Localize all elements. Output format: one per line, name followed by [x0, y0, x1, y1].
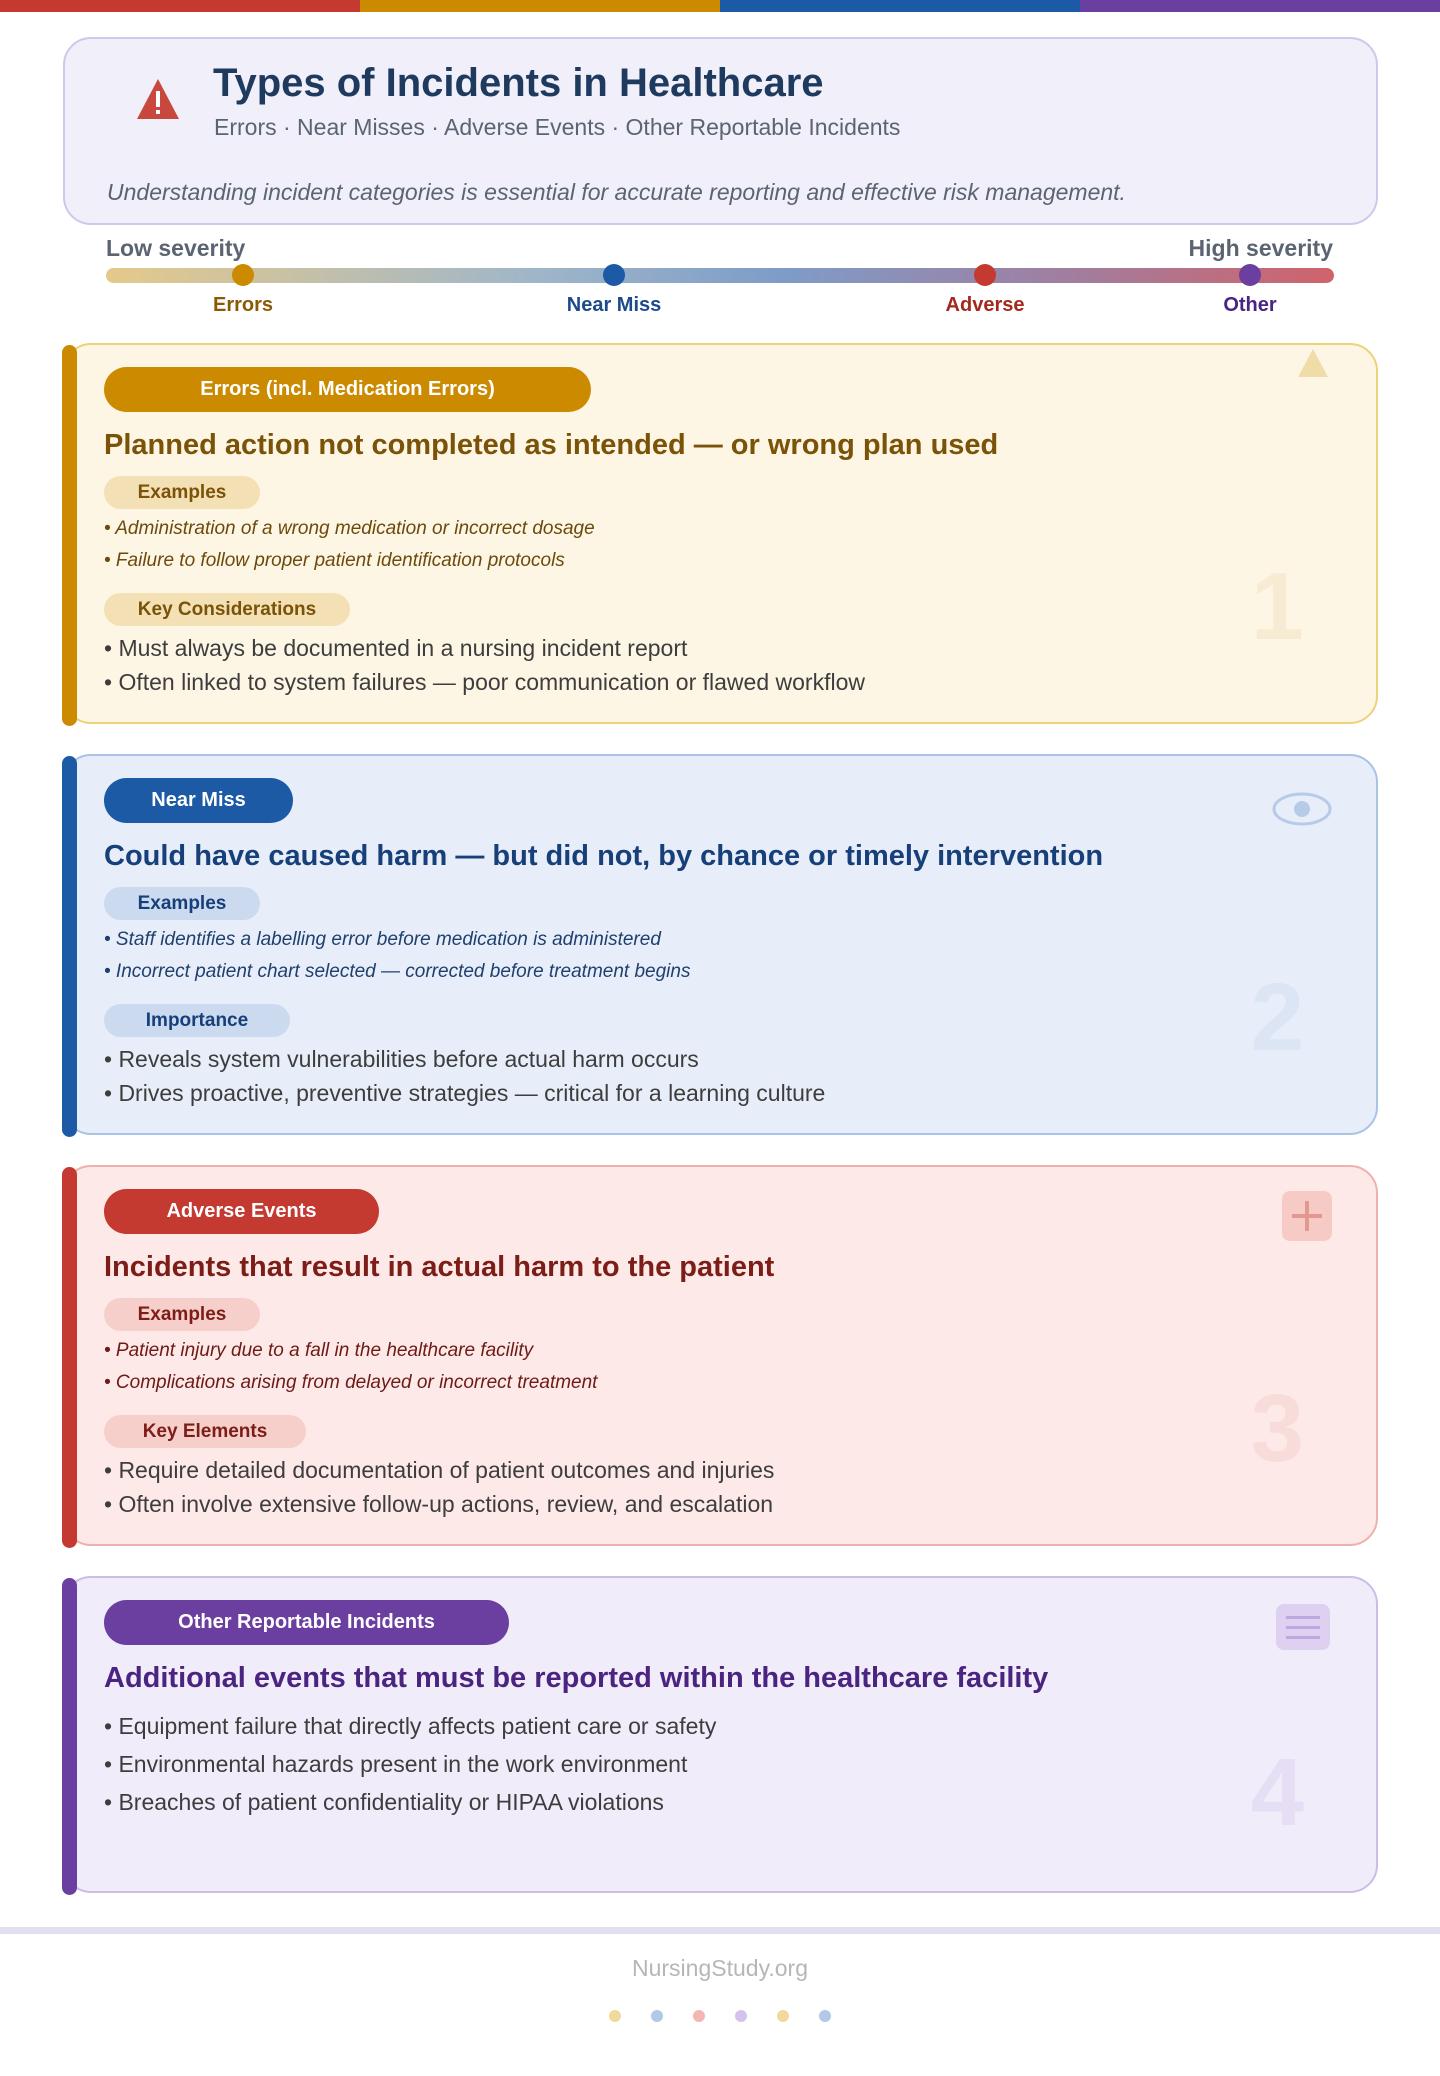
- strip-segment: [0, 0, 360, 12]
- page-subtitle: Errors · Near Misses · Adverse Events · Other Reportable Incidents: [214, 114, 901, 140]
- card-accent-bar: [62, 1578, 77, 1895]
- footer-dot: [651, 2010, 663, 2022]
- page-title: Types of Incidents in Healthcare: [213, 61, 824, 105]
- card-number: 3: [1250, 1375, 1304, 1482]
- point-item: • Must always be documented in a nursing incident report: [104, 635, 688, 661]
- page-description: Understanding incident categories is essential for accurate reporting and effective risk management.: [107, 179, 1126, 205]
- footer-dot: [819, 2010, 831, 2022]
- point-item: • Reveals system vulnerabilities before actual harm occurs: [104, 1046, 699, 1072]
- strip-segment: [720, 0, 1080, 12]
- section-label: Key Considerations: [104, 593, 350, 626]
- example-item: • Administration of a wrong medication or incorrect dosage: [104, 518, 595, 539]
- strip-segment: [1080, 0, 1440, 12]
- card-tag: Errors (incl. Medication Errors): [104, 367, 591, 412]
- card-tag: Other Reportable Incidents: [104, 1600, 509, 1645]
- severity-high-label: High severity: [1188, 235, 1333, 261]
- card-number: 4: [1250, 1739, 1304, 1846]
- footer-dot: [693, 2010, 705, 2022]
- point-item: • Environmental hazards present in the work environment: [104, 1751, 688, 1777]
- triangle-icon: [1296, 345, 1330, 379]
- severity-marker-label: Other: [1223, 294, 1277, 316]
- footer-site-name: NursingStudy.org: [632, 1955, 808, 1981]
- card-number: 1: [1250, 553, 1304, 660]
- examples-label: Examples: [104, 887, 260, 920]
- eye-icon: [1272, 792, 1332, 826]
- severity-low-label: Low severity: [106, 235, 246, 261]
- point-item: • Often linked to system failures — poor communication or flawed workflow: [104, 669, 865, 695]
- severity-gradient-bar: [106, 268, 1334, 283]
- card-title: Could have caused harm — but did not, by chance or timely intervention: [104, 840, 1104, 872]
- card-title: Additional events that must be reported within the healthcare facility: [104, 1662, 1049, 1694]
- example-item: • Incorrect patient chart selected — corrected before treatment begins: [104, 961, 691, 982]
- example-item: • Patient injury due to a fall in the healthcare facility: [104, 1340, 534, 1361]
- top-color-strip: [0, 0, 1440, 12]
- point-item: • Breaches of patient confidentiality or HIPAA violations: [104, 1789, 664, 1815]
- footer-divider: [0, 1927, 1440, 1934]
- severity-marker-dot: [603, 264, 625, 286]
- card-near-miss: [63, 754, 1378, 1135]
- section-label: Importance: [104, 1004, 290, 1037]
- card-accent-bar: [62, 756, 77, 1137]
- card-number: 2: [1250, 964, 1304, 1071]
- severity-marker-label: Errors: [212, 294, 274, 316]
- severity-marker-dot: [974, 264, 996, 286]
- point-item: • Often involve extensive follow-up actions, review, and escalation: [104, 1491, 774, 1517]
- footer-dots: [0, 2010, 1440, 2022]
- footer-dot: [609, 2010, 621, 2022]
- point-item: • Equipment failure that directly affects patient care or safety: [104, 1713, 717, 1739]
- header-panel: [63, 37, 1378, 225]
- severity-marker-dot: [232, 264, 254, 286]
- footer-dot: [777, 2010, 789, 2022]
- card-accent-bar: [62, 345, 77, 726]
- example-item: • Failure to follow proper patient identification protocols: [104, 550, 565, 571]
- card-tag: Adverse Events: [104, 1189, 379, 1234]
- document-icon: [1276, 1604, 1330, 1650]
- card-tag: Near Miss: [104, 778, 293, 823]
- severity-marker-label: Near Miss: [566, 294, 662, 316]
- card-title: Planned action not completed as intended — or wrong plan used: [104, 429, 999, 461]
- strip-segment: [360, 0, 720, 12]
- section-label: Key Elements: [104, 1415, 306, 1448]
- warning-icon: [135, 77, 181, 121]
- medical-cross-icon: [1282, 1191, 1332, 1241]
- example-item: • Staff identifies a labelling error before medication is administered: [104, 929, 661, 950]
- card-title: Incidents that result in actual harm to the patient: [104, 1251, 775, 1283]
- severity-marker-dot: [1239, 264, 1261, 286]
- card-accent-bar: [62, 1167, 77, 1548]
- example-item: • Complications arising from delayed or incorrect treatment: [104, 1372, 598, 1393]
- point-item: • Require detailed documentation of patient outcomes and injuries: [104, 1457, 775, 1483]
- card-errors: [63, 343, 1378, 724]
- point-item: • Drives proactive, preventive strategies — critical for a learning culture: [104, 1080, 826, 1106]
- severity-marker-label: Adverse: [945, 294, 1025, 316]
- footer-dot: [735, 2010, 747, 2022]
- card-adverse-events: [63, 1165, 1378, 1546]
- examples-label: Examples: [104, 1298, 260, 1331]
- card-other-incidents: [63, 1576, 1378, 1893]
- examples-label: Examples: [104, 476, 260, 509]
